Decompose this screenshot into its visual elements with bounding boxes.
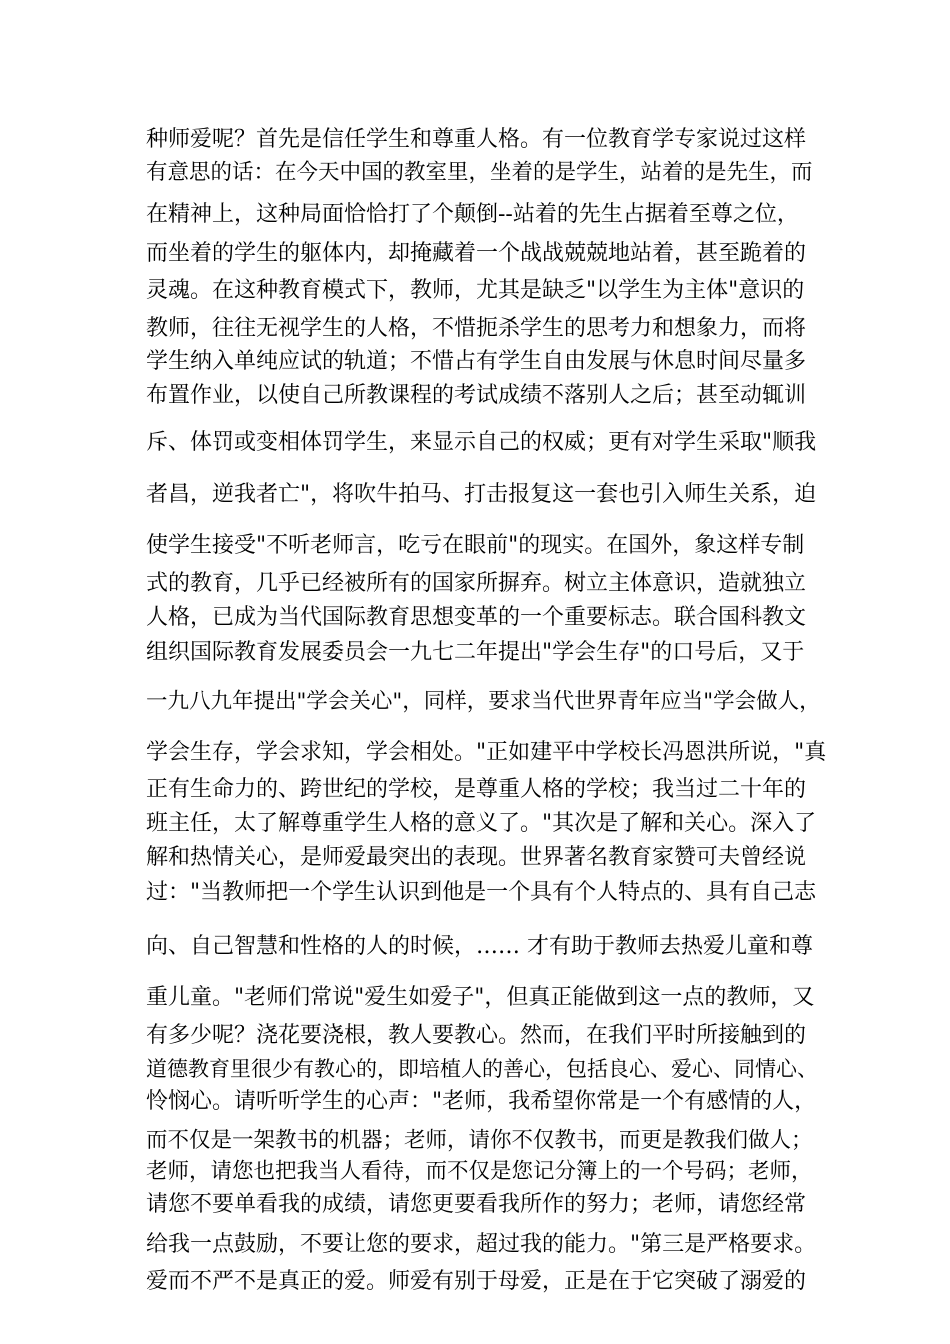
text-line: 而坐着的学生的躯体内，却掩藏着一个战战兢兢地站着，甚至跪着的 [146, 241, 807, 266]
text-line: 使学生接受"不听老师言，吃亏在眼前"的现实。在国外，象这样专制 [146, 533, 805, 558]
text-line: 爱而不严不是真正的爱。师爱有别于母爱，正是在于它突破了溺爱的 [146, 1269, 807, 1294]
text-line: 班主任，太了解尊重学生人格的意义了。"其次是了解和关心。深入了 [146, 811, 817, 836]
text-line: 过："当教师把一个学生认识到他是一个具有个人特点的、具有自己志 [146, 880, 817, 905]
text-line: 在精神上，这种局面恰恰打了个颠倒--站着的先生占据着至尊之位， [146, 202, 799, 227]
text-line: 而不仅是一架教书的机器；老师，请你不仅教书，而更是教我们做人； [146, 1128, 813, 1153]
text-line: 一九八九年提出"学会关心"，同样，要求当代世界青年应当"学会做人， [146, 689, 821, 714]
text-line: 教师，往往无视学生的人格，不惜扼杀学生的思考力和想象力，而将 [146, 316, 807, 341]
text-line: 解和热情关心，是师爱最突出的表现。世界著名教育家赞可夫曾经说 [146, 845, 807, 870]
text-line: 者昌，逆我者亡"，将吹牛拍马、打击报复这一套也引入师生关系，迫 [146, 482, 817, 507]
text-line: 布置作业，以使自己所教课程的考试成绩不落别人之后；甚至动辄训 [146, 383, 807, 408]
text-line: 道德教育里很少有教心的，即培植人的善心，包括良心、爱心、同情心、 [146, 1057, 818, 1081]
text-line: 人格，已成为当代国际教育思想变革的一个重要标志。联合国科教文 [146, 605, 807, 630]
text-line: 向、自己智慧和性格的人的时候，…… 才有助于教师去热爱儿童和尊 [146, 934, 813, 959]
text-line: 灵魂。在这种教育模式下，教师，尤其是缺乏"以学生为主体"意识的 [146, 278, 805, 303]
text-line: 有意思的话：在今天中国的教室里，坐着的是学生，站着的是先生，而 [146, 160, 813, 185]
text-line: 怜悯心。请听听学生的心声："老师，我希望你常是一个有感情的人， [146, 1089, 817, 1114]
text-line: 给我一点鼓励，不要让您的要求，超过我的能力。"第三是严格要求。 [146, 1232, 817, 1257]
text-line: 学会生存，学会求知，学会相处。"正如建平中学校长冯恩洪所说，"真 [146, 740, 826, 765]
text-line: 学生纳入单纯应试的轨道；不惜占有学生自由发展与休息时间尽量多 [146, 349, 807, 374]
text-line: 有多少呢？浇花要浇根，教人要教心。然而，在我们平时所接触到的 [146, 1023, 807, 1048]
text-line: 请您不要单看我的成绩，请您更要看我所作的努力；老师，请您经常 [146, 1192, 807, 1217]
text-line: 斥、体罚或变相体罚学生，来显示自己的权威；更有对学生采取"顺我 [146, 430, 817, 455]
text-line: 正有生命力的、跨世纪的学校，是尊重人格的学校；我当过二十年的 [146, 777, 807, 802]
text-line: 老师，请您也把我当人看待，而不仅是您记分簿上的一个号码；老师， [146, 1159, 813, 1184]
text-line: 组织国际教育发展委员会一九七二年提出"学会生存"的口号后，又于 [146, 640, 805, 665]
text-line: 种师爱呢？首先是信任学生和尊重人格。有一位教育学专家说过这样 [146, 127, 807, 152]
text-line: 重儿童。"老师们常说"爱生如爱子"，但真正能做到这一点的教师，又 [146, 985, 815, 1010]
text-line: 式的教育，几乎已经被所有的国家所摒弃。树立主体意识，造就独立 [146, 571, 807, 596]
